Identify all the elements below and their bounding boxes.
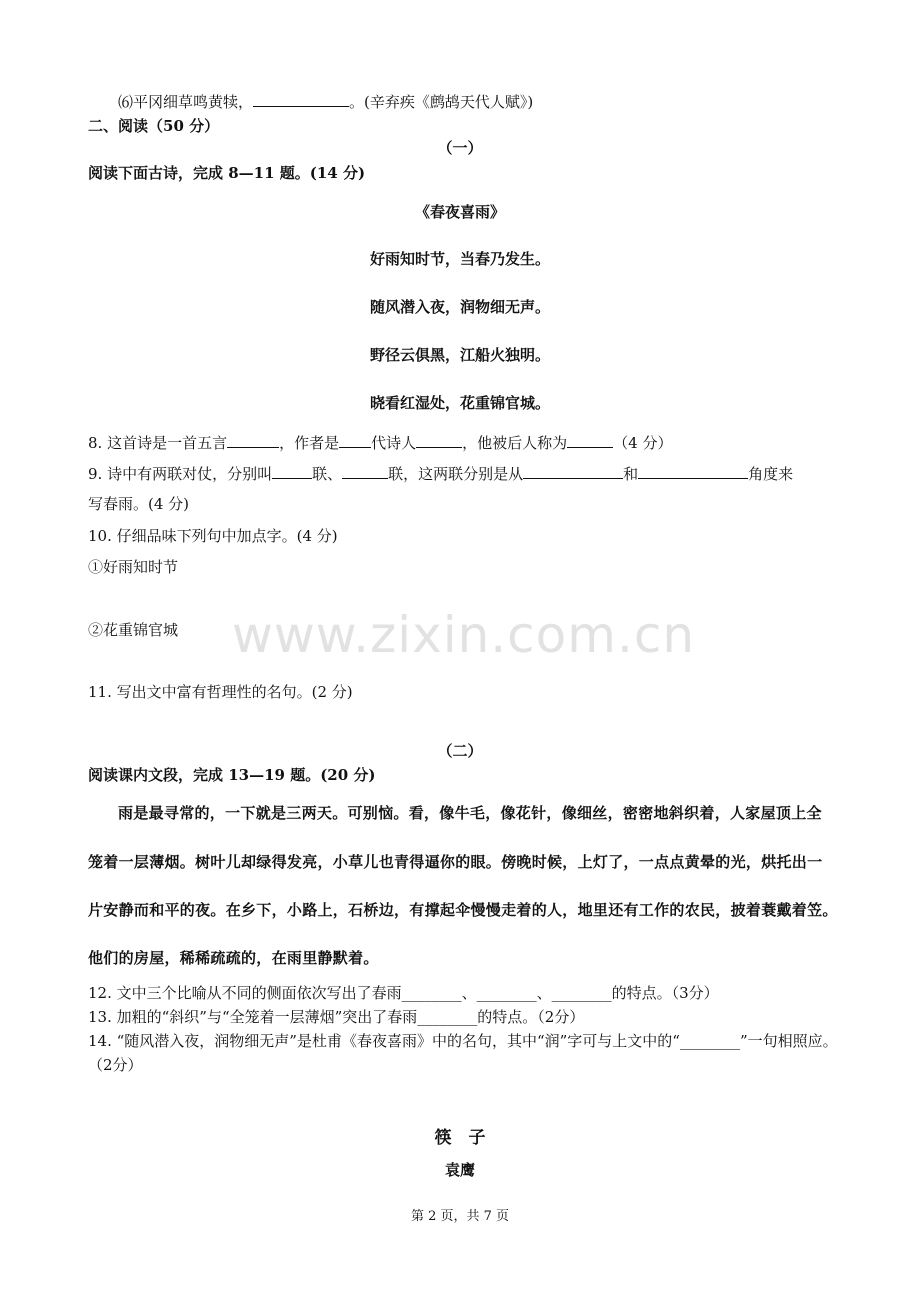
part-2-label: （二） xyxy=(437,742,483,760)
part-3-title: 筷 子 xyxy=(434,1128,486,1148)
blank xyxy=(567,432,613,448)
q9-part-b: 联、 xyxy=(312,465,343,483)
passage-line-4: 他们的房屋，稀稀疏疏的，在雨里静默着。 xyxy=(88,949,379,967)
q8-part-d: ，他被后人称为 xyxy=(462,434,568,452)
question-10-item-1: ①好雨知时节 xyxy=(88,558,179,576)
question-10-title: 10. 仔细品味下列句中加点字。(4 分) xyxy=(88,527,338,545)
blank xyxy=(638,463,748,479)
q6-suffix: 。(辛弃疾《鹧鸪天代人赋》) xyxy=(349,93,534,111)
question-13: 13. 加粗的“斜织”与“全笼着一层薄烟”突出了春雨________的特点。（2分） xyxy=(88,1008,585,1026)
question-10-item-2: ②花重锦官城 xyxy=(88,621,179,639)
poem-title: 《春夜喜雨》 xyxy=(414,203,505,221)
part-2-instruction: 阅读课内文段，完成 13—19 题。(20 分) xyxy=(88,766,376,784)
q8-part-e: （4 分） xyxy=(613,434,673,452)
blank xyxy=(227,432,279,448)
q9-part-c: 联，这两联分别是从 xyxy=(388,465,524,483)
poem-line-3: 野径云俱黑，江船火独明。 xyxy=(369,346,550,364)
blank xyxy=(253,91,349,107)
blank xyxy=(272,463,312,479)
blank xyxy=(416,432,462,448)
blank xyxy=(339,432,371,448)
section-2-title: 二、阅读（50 分） xyxy=(88,117,220,135)
poem-line-4: 晓看红湿处，花重锦官城。 xyxy=(369,394,550,412)
q8-part-c: 代诗人 xyxy=(371,434,417,452)
q9-part-e: 角度来 xyxy=(748,465,794,483)
question-9 xyxy=(88,463,793,484)
page-footer: 第 2 页，共 7 页 xyxy=(410,1209,510,1224)
watermark: www.zixin.com.cn xyxy=(232,606,696,664)
poem-line-1: 好雨知时节，当春乃发生。 xyxy=(369,250,550,268)
blank xyxy=(523,463,623,479)
q9-part-d: 和 xyxy=(623,465,639,483)
question-14-points: （2分） xyxy=(88,1056,143,1074)
passage-line-2: 笼着一层薄烟。树叶儿却绿得发亮，小草儿也青得逼你的眼。傍晚时候，上灯了，一点点黄晕的光，烘托出一 xyxy=(88,853,823,871)
q6-text: ⑹平冈细草鸣黄犊， xyxy=(118,93,254,111)
blank xyxy=(342,463,388,479)
part-1-instruction: 阅读下面古诗，完成 8—11 题。(14 分) xyxy=(88,164,366,182)
question-9-continued: 写春雨。(4 分) xyxy=(88,495,190,513)
part-3-author: 袁鹰 xyxy=(444,1161,475,1179)
poem-line-2: 随风潜入夜，润物细无声。 xyxy=(369,298,550,316)
q9-part-a: 9. 诗中有两联对仗，分别叫 xyxy=(88,465,273,483)
passage-line-3: 片安静而和平的夜。在乡下，小路上，石桥边，有撑起伞慢慢走着的人，地里还有工作的农民，披着蓑戴着笠。 xyxy=(88,901,838,919)
q8-part-b: ，作者是 xyxy=(279,434,340,452)
question-8 xyxy=(88,432,672,453)
q8-part-a: 8. 这首诗是一首五言 xyxy=(88,434,228,452)
question-14: 14. “随风潜入夜，润物细无声”是杜甫《春夜喜雨》中的名句，其中“润”字可与上文中的“________”一句相照应。 xyxy=(88,1032,838,1050)
question-12: 12. 文中三个比喻从不同的侧面依次写出了春雨________、________、________的特点。（3分） xyxy=(88,984,719,1002)
question-11: 11. 写出文中富有哲理性的名句。(2 分) xyxy=(88,683,353,701)
question-6 xyxy=(118,91,533,112)
part-1-label: （一） xyxy=(437,139,483,157)
passage-line-1: 雨是最寻常的，一下就是三两天。可别恼。看，像牛毛，像花针，像细丝，密密地斜织着，人家屋顶上全 xyxy=(118,804,822,822)
